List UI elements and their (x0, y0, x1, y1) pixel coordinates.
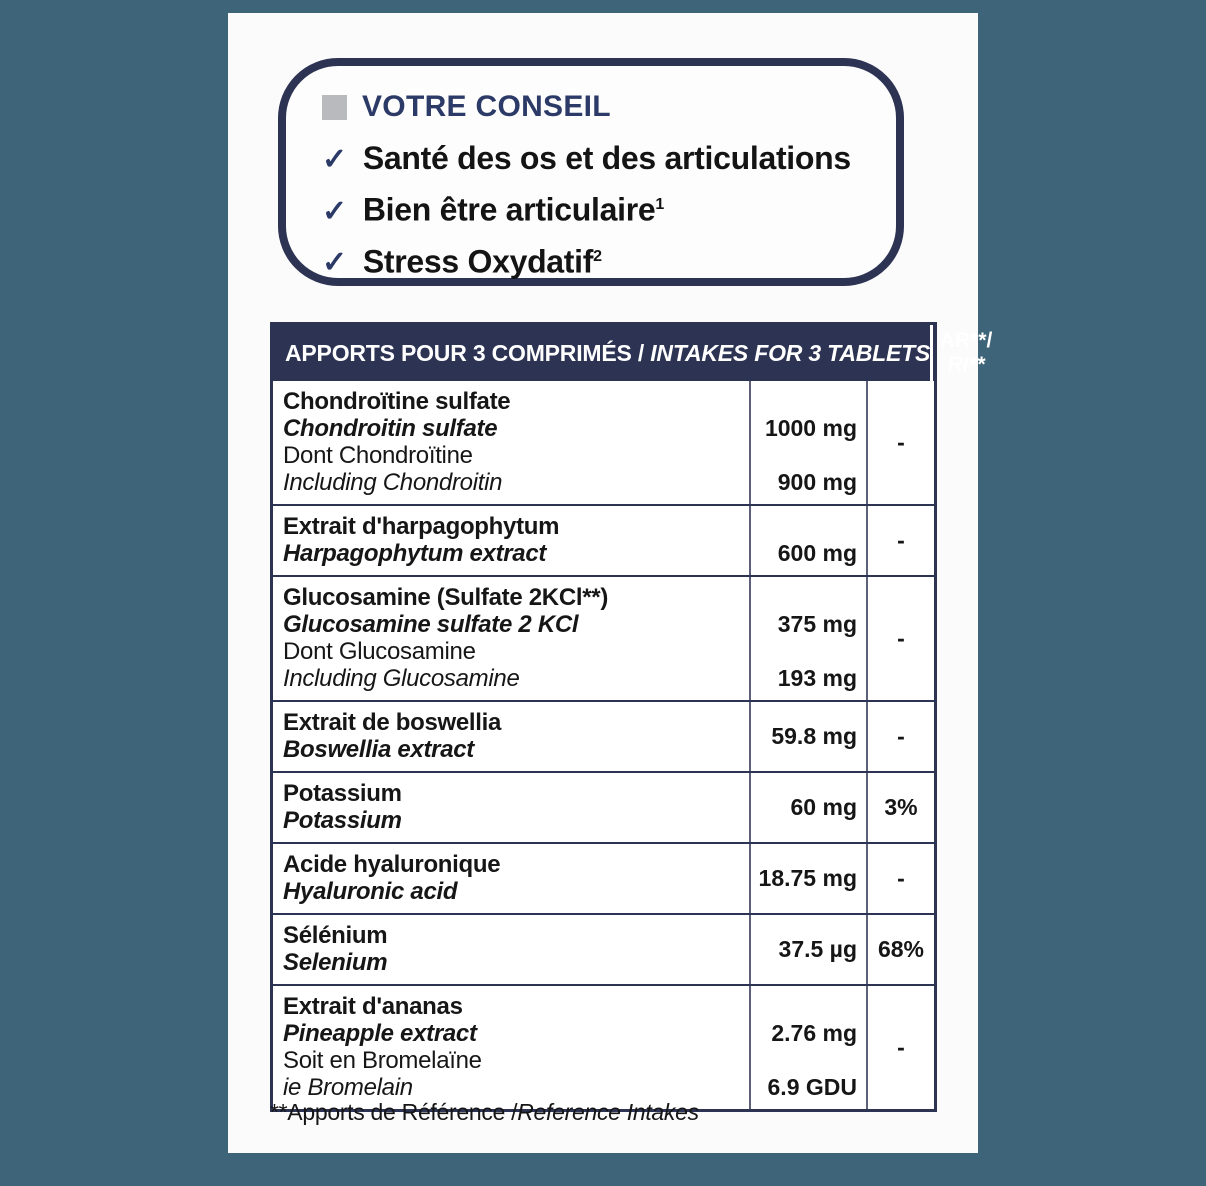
ingredient-line: Pineapple extract (283, 1020, 477, 1047)
table-row (273, 504, 934, 575)
table-row (273, 771, 934, 842)
amount-value: 59.8 mg (771, 722, 857, 749)
check-icon: ✓ (322, 246, 347, 280)
ingredient-line: Sélénium (283, 922, 388, 949)
reference-intake-cell: - (897, 429, 905, 455)
advice-item (322, 136, 886, 182)
amount-cell (749, 915, 868, 984)
ingredient-line: ie Bromelain (283, 1074, 413, 1101)
amount-cell (749, 773, 868, 842)
reference-intake-cell: 3% (884, 794, 918, 820)
ingredient-line: Selenium (283, 949, 388, 976)
reference-intake-cell: - (897, 865, 905, 891)
advice-item-label: Santé des os et des articulations (362, 140, 851, 176)
nutrition-table (270, 322, 993, 1112)
ingredient-line: Extrait d'harpagophytum (283, 513, 560, 540)
amount-value: 6.9 GDU (767, 1074, 857, 1100)
amount-value: 900 mg (777, 469, 857, 495)
ingredient-line: Extrait d'ananas (283, 993, 463, 1020)
table-row (273, 381, 934, 504)
table-header (273, 325, 993, 381)
ingredient-name-cell (273, 773, 749, 842)
ingredient-name-cell (273, 506, 749, 575)
amount-value: 193 mg (777, 665, 857, 691)
ingredient-line: Including Chondroitin (283, 469, 503, 496)
reference-intake-cell: - (897, 527, 905, 553)
table-body (273, 381, 934, 1109)
table-row (273, 984, 934, 1109)
reference-intake-cell: 68% (877, 936, 925, 962)
table-header-main-en: INTAKES FOR 3 TABLETS (650, 339, 931, 366)
amount-value: 37.5 µg (778, 935, 857, 962)
superscript: 1 (655, 196, 664, 213)
amount-cell (749, 577, 868, 700)
amount-cell (749, 702, 868, 771)
ingredient-name-cell (273, 702, 749, 771)
ingredient-name-cell (273, 986, 749, 1109)
amount-value: 375 mg (777, 611, 857, 637)
amount-cell (749, 986, 868, 1109)
reference-intake-cell: - (897, 723, 905, 749)
footnote (270, 1099, 699, 1126)
footnote-fr: **Apports de Référence / (270, 1099, 518, 1125)
footnote-en: Reference Intakes (517, 1099, 699, 1125)
table-row (273, 575, 934, 700)
ingredient-line: Potassium (283, 807, 402, 834)
ingredient-line: Including Glucosamine (283, 665, 520, 692)
check-icon: ✓ (322, 194, 347, 228)
advice-item-label: Bien être articulaire$^1$ (362, 191, 664, 228)
ingredient-line: Chondroitin sulfate (283, 415, 498, 442)
table-header-ar (933, 325, 999, 381)
ingredient-name-cell (273, 915, 749, 984)
table-row (273, 842, 934, 913)
advice-title: VOTRE CONSEIL (362, 90, 611, 123)
advice-box (278, 58, 904, 286)
table-header-main-fr: APPORTS POUR 3 COMPRIMÉS / (285, 339, 651, 366)
table-header-main (273, 325, 933, 381)
advice-item (322, 234, 886, 286)
amount-cell (749, 506, 868, 575)
reference-intake-cell: - (897, 625, 905, 651)
amount-value: 2.76 mg (771, 1020, 857, 1046)
ingredient-line: Soit en Bromelaïne (283, 1047, 482, 1074)
advice-title-row (322, 90, 886, 124)
ingredient-line: Boswellia extract (283, 736, 474, 763)
superscript: 2 (593, 247, 602, 265)
ingredient-name-cell (273, 577, 749, 700)
ingredient-line: Chondroïtine sulfate (283, 388, 511, 415)
advice-items (322, 136, 886, 285)
ingredient-line: Extrait de boswellia (283, 709, 502, 736)
ingredient-line: Glucosamine (Sulfate 2KCl**) (283, 584, 609, 611)
ingredient-line: Dont Glucosamine (283, 638, 476, 665)
amount-cell (749, 381, 868, 504)
amount-value: 600 mg (777, 540, 857, 566)
bullet-square-icon (322, 95, 347, 120)
amount-value: 60 mg (790, 793, 857, 820)
ingredient-line: Harpagophytum extract (283, 540, 547, 567)
reference-intake-cell: - (897, 1034, 905, 1060)
amount-cell (749, 844, 868, 913)
amount-value: 1000 mg (764, 415, 857, 441)
ingredient-line: Potassium (283, 780, 402, 807)
ingredient-name-cell (273, 381, 749, 504)
table-header-ar-fr: AR**/ (939, 329, 993, 352)
ingredient-line: Dont Chondroïtine (283, 442, 473, 469)
advice-item-label: Stress Oxydatif$^2$ (362, 243, 602, 280)
ingredient-line: Glucosamine sulfate 2 KCl (283, 611, 579, 638)
advice-item (322, 182, 886, 234)
table-header-ar-en: RI** (947, 353, 985, 376)
ingredient-line: Acide hyaluronique (283, 851, 501, 878)
table-row (273, 913, 934, 984)
check-icon: ✓ (322, 143, 347, 176)
label-panel (228, 13, 993, 1153)
ingredient-name-cell (273, 844, 749, 913)
table-row (273, 700, 934, 771)
amount-value: 18.75 mg (758, 864, 857, 891)
ingredient-line: Hyaluronic acid (283, 878, 458, 905)
